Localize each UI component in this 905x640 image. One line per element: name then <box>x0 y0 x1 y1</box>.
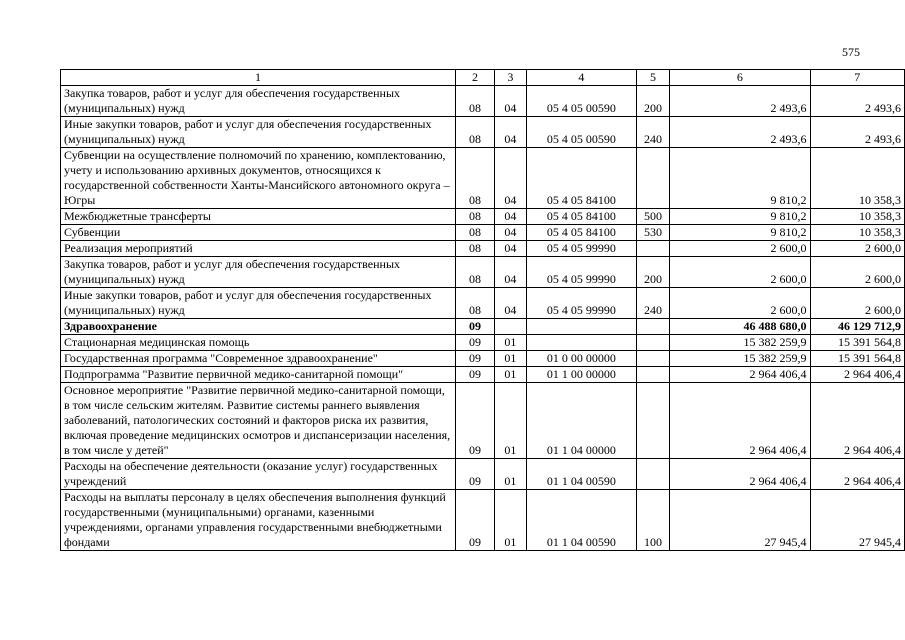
row-name-cell: Межбюджетные трансферты <box>61 209 456 225</box>
row-amount-col7-cell: 10 358,3 <box>810 209 904 225</box>
row-target-article-cell: 05 4 05 99990 <box>526 241 636 257</box>
row-expense-type-cell: 240 <box>636 117 669 148</box>
row-subsection-cell: 04 <box>494 288 526 319</box>
row-subsection-cell: 01 <box>494 351 526 367</box>
row-amount-col7-cell: 15 391 564,8 <box>810 351 904 367</box>
row-amount-col6-cell: 2 964 406,4 <box>670 367 810 383</box>
row-amount-col7-cell: 2 600,0 <box>810 241 904 257</box>
row-subsection-cell: 01 <box>494 459 526 490</box>
table-row <box>61 319 905 335</box>
table-row <box>61 351 905 367</box>
header-row <box>61 70 905 86</box>
row-section-cell: 09 <box>456 490 495 551</box>
row-amount-col6-cell: 2 600,0 <box>670 257 810 288</box>
table-row <box>61 209 905 225</box>
row-amount-col7-cell: 2 493,6 <box>810 86 904 117</box>
row-amount-col6-cell: 2 600,0 <box>670 241 810 257</box>
header-cell: 2 <box>456 70 495 86</box>
header-cell: 6 <box>670 70 810 86</box>
row-amount-col7-cell: 2 493,6 <box>810 117 904 148</box>
row-amount-col6-cell: 46 488 680,0 <box>670 319 810 335</box>
row-section-cell: 08 <box>456 117 495 148</box>
table-row <box>61 335 905 351</box>
row-amount-col7-cell: 2 964 406,4 <box>810 383 904 459</box>
row-section-cell: 08 <box>456 148 495 209</box>
row-section-cell: 09 <box>456 367 495 383</box>
row-amount-col6-cell: 2 493,6 <box>670 86 810 117</box>
row-expense-type-cell <box>636 241 669 257</box>
row-name-cell: Субвенции <box>61 225 456 241</box>
row-expense-type-cell: 200 <box>636 257 669 288</box>
row-section-cell: 08 <box>456 257 495 288</box>
table-row <box>61 383 905 459</box>
row-amount-col6-cell: 9 810,2 <box>670 148 810 209</box>
row-expense-type-cell <box>636 351 669 367</box>
row-expense-type-cell: 500 <box>636 209 669 225</box>
row-expense-type-cell <box>636 459 669 490</box>
row-amount-col7-cell: 2 600,0 <box>810 288 904 319</box>
row-subsection-cell: 04 <box>494 86 526 117</box>
row-section-cell: 09 <box>456 319 495 335</box>
row-expense-type-cell <box>636 383 669 459</box>
row-subsection-cell: 01 <box>494 335 526 351</box>
row-amount-col7-cell: 15 391 564,8 <box>810 335 904 351</box>
row-target-article-cell: 05 4 05 00590 <box>526 86 636 117</box>
row-name-cell: Закупка товаров, работ и услуг для обеспечения государственных (муниципальных) нужд <box>61 257 456 288</box>
row-target-article-cell: 05 4 05 00590 <box>526 117 636 148</box>
row-subsection-cell: 01 <box>494 367 526 383</box>
row-amount-col7-cell: 10 358,3 <box>810 225 904 241</box>
row-section-cell: 08 <box>456 225 495 241</box>
row-target-article-cell: 01 1 04 00590 <box>526 459 636 490</box>
row-amount-col6-cell: 2 600,0 <box>670 288 810 319</box>
table-row <box>61 86 905 117</box>
row-amount-col7-cell: 2 964 406,4 <box>810 367 904 383</box>
row-section-cell: 09 <box>456 383 495 459</box>
row-target-article-cell: 05 4 05 99990 <box>526 288 636 319</box>
row-name-cell: Основное мероприятие "Развитие первичной медико-санитарной помощи, в том числе сельским жителям. Развитие системы раннего выявления заболеваний, патологических состояний и факторов риска их развития, включая проведение медицинских осмотров и диспансеризации населения, в том числе у детей" <box>61 383 456 459</box>
row-target-article-cell <box>526 319 636 335</box>
header-cell: 1 <box>61 70 456 86</box>
row-target-article-cell: 05 4 05 84100 <box>526 225 636 241</box>
row-subsection-cell <box>494 319 526 335</box>
row-target-article-cell: 01 0 00 00000 <box>526 351 636 367</box>
header-cell: 3 <box>494 70 526 86</box>
row-subsection-cell: 04 <box>494 241 526 257</box>
row-name-cell: Здравоохранение <box>61 319 456 335</box>
table-row <box>61 241 905 257</box>
row-name-cell: Закупка товаров, работ и услуг для обеспечения государственных (муниципальных) нужд <box>61 86 456 117</box>
row-name-cell: Реализация мероприятий <box>61 241 456 257</box>
row-subsection-cell: 04 <box>494 148 526 209</box>
row-target-article-cell: 05 4 05 84100 <box>526 148 636 209</box>
row-subsection-cell: 04 <box>494 209 526 225</box>
row-amount-col6-cell: 2 964 406,4 <box>670 459 810 490</box>
row-expense-type-cell: 200 <box>636 86 669 117</box>
table-row <box>61 257 905 288</box>
row-section-cell: 08 <box>456 241 495 257</box>
row-expense-type-cell <box>636 335 669 351</box>
row-subsection-cell: 04 <box>494 117 526 148</box>
table-row <box>61 148 905 209</box>
table-row <box>61 225 905 241</box>
row-expense-type-cell: 240 <box>636 288 669 319</box>
row-name-cell: Расходы на выплаты персоналу в целях обеспечения выполнения функций государственными (муниципальными) органами, казенными учреждениями, органами управления государственными внебюджетными фондами <box>61 490 456 551</box>
row-section-cell: 09 <box>456 335 495 351</box>
row-target-article-cell: 01 1 00 00000 <box>526 367 636 383</box>
row-amount-col7-cell: 46 129 712,9 <box>810 319 904 335</box>
row-section-cell: 09 <box>456 459 495 490</box>
row-amount-col6-cell: 15 382 259,9 <box>670 351 810 367</box>
row-subsection-cell: 01 <box>494 383 526 459</box>
row-amount-col6-cell: 15 382 259,9 <box>670 335 810 351</box>
header-cell: 4 <box>526 70 636 86</box>
row-name-cell: Стационарная медицинская помощь <box>61 335 456 351</box>
row-target-article-cell: 01 1 04 00000 <box>526 383 636 459</box>
row-subsection-cell: 04 <box>494 225 526 241</box>
row-amount-col6-cell: 2 964 406,4 <box>670 383 810 459</box>
row-target-article-cell: 05 4 05 84100 <box>526 209 636 225</box>
row-amount-col6-cell: 9 810,2 <box>670 225 810 241</box>
header-cell: 7 <box>810 70 904 86</box>
row-name-cell: Иные закупки товаров, работ и услуг для обеспечения государственных (муниципальных) нужд <box>61 117 456 148</box>
row-name-cell: Подпрограмма "Развитие первичной медико-санитарной помощи" <box>61 367 456 383</box>
row-section-cell: 08 <box>456 209 495 225</box>
row-expense-type-cell: 100 <box>636 490 669 551</box>
table-row <box>61 117 905 148</box>
row-expense-type-cell <box>636 319 669 335</box>
page-number: 575 <box>842 45 860 59</box>
row-section-cell: 09 <box>456 351 495 367</box>
row-expense-type-cell <box>636 148 669 209</box>
row-subsection-cell: 04 <box>494 257 526 288</box>
row-target-article-cell: 01 1 04 00590 <box>526 490 636 551</box>
table-row <box>61 288 905 319</box>
row-amount-col6-cell: 9 810,2 <box>670 209 810 225</box>
row-amount-col7-cell: 2 600,0 <box>810 257 904 288</box>
budget-table <box>60 69 905 551</box>
row-name-cell: Государственная программа "Современное здравоохранение" <box>61 351 456 367</box>
row-target-article-cell <box>526 335 636 351</box>
row-target-article-cell: 05 4 05 99990 <box>526 257 636 288</box>
row-amount-col6-cell: 27 945,4 <box>670 490 810 551</box>
table-row <box>61 459 905 490</box>
table-row <box>61 367 905 383</box>
row-subsection-cell: 01 <box>494 490 526 551</box>
row-expense-type-cell: 530 <box>636 225 669 241</box>
table-row <box>61 490 905 551</box>
row-section-cell: 08 <box>456 86 495 117</box>
row-amount-col6-cell: 2 493,6 <box>670 117 810 148</box>
row-amount-col7-cell: 27 945,4 <box>810 490 904 551</box>
row-name-cell: Субвенции на осуществление полномочий по хранению, комплектованию, учету и использованию архивных документов, относящихся к государственной собственности Ханты-Мансийского автономного округа – Югры <box>61 148 456 209</box>
row-expense-type-cell <box>636 367 669 383</box>
header-cell: 5 <box>636 70 669 86</box>
row-amount-col7-cell: 10 358,3 <box>810 148 904 209</box>
row-name-cell: Иные закупки товаров, работ и услуг для обеспечения государственных (муниципальных) нужд <box>61 288 456 319</box>
row-section-cell: 08 <box>456 288 495 319</box>
row-amount-col7-cell: 2 964 406,4 <box>810 459 904 490</box>
row-name-cell: Расходы на обеспечение деятельности (оказание услуг) государственных учреждений <box>61 459 456 490</box>
